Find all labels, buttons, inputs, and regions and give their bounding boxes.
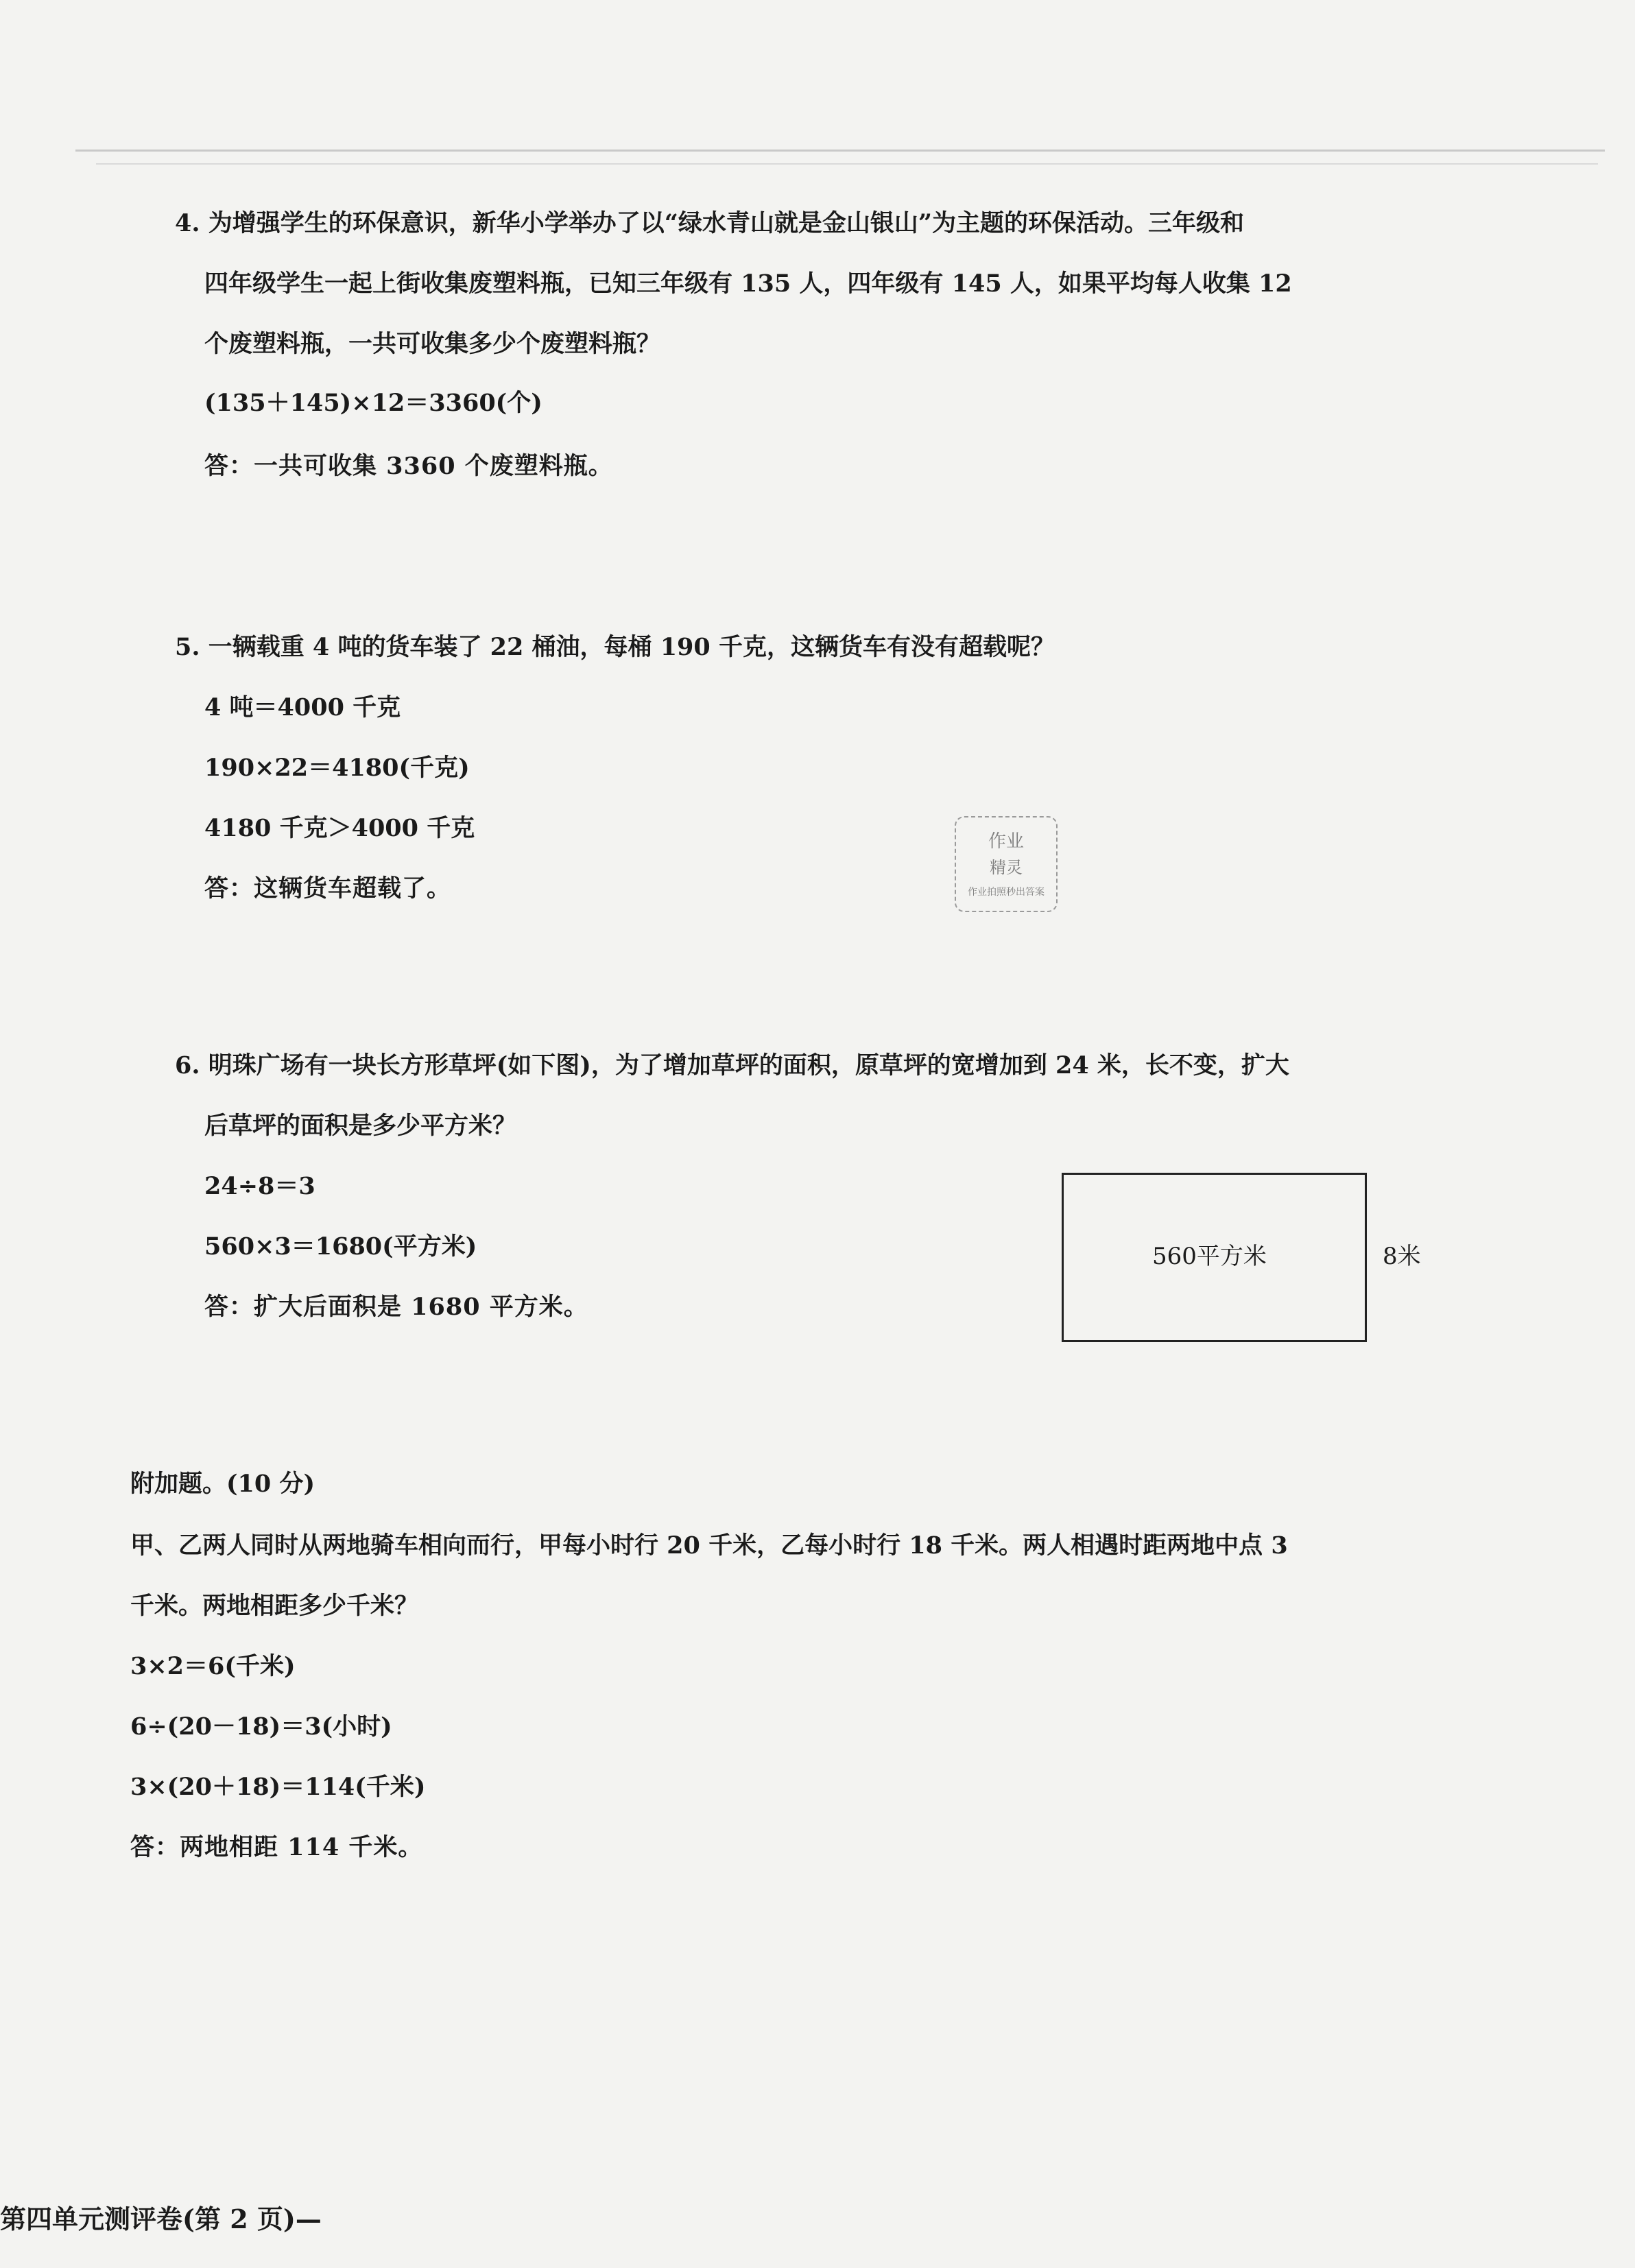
q4-text-line-2: 四年级学生一起上街收集废塑料瓶，已知三年级有 135 人，四年级有 145 人，如果平均每人收集 12 [204,270,1292,298]
q6-work-2: 560×3＝1680(平方米) [204,1232,477,1261]
lawn-width-label: 8米 [1383,1243,1421,1270]
bonus-answer: 答：两地相距 114 千米。 [130,1833,423,1861]
q5-text-line-1: 5. 一辆载重 4 吨的货车装了 22 桶油，每桶 190 千克，这辆货车有没有超载呢？ [175,633,1055,661]
stamp-line-2: 精灵 [990,858,1023,877]
stamp-line-3: 作业拍照秒出答案 [968,887,1045,898]
bonus-work-2: 6÷(20－18)＝3(小时) [130,1712,392,1741]
q6-text-line-1: 6. 明珠广场有一块长方形草坪(如下图)，为了增加草坪的面积，原草坪的宽增加到 24 米，长不变，扩大 [175,1051,1289,1079]
q4-answer: 答：一共可收集 3360 个废塑料瓶。 [204,452,613,480]
stamp-line-1: 作业 [988,831,1024,852]
bonus-text-line-2: 千米。两地相距多少千米？ [130,1592,419,1620]
top-rule-secondary [96,163,1598,165]
q5-work-2: 190×22＝4180(千克) [204,754,470,782]
q5-work-3: 4180 千克＞4000 千克 [204,814,475,842]
q4-text-line-3: 个废塑料瓶，一共可收集多少个废塑料瓶？ [204,330,661,358]
homework-stamp-watermark [955,816,1058,912]
bonus-work-3: 3×(20＋18)＝114(千米) [130,1773,426,1801]
top-rule [75,150,1605,152]
q5-work-1: 4 吨＝4000 千克 [204,693,401,721]
bonus-text-line-1: 甲、乙两人同时从两地骑车相向而行，甲每小时行 20 千米，乙每小时行 18 千米。两人相遇时距两地中点 3 [130,1531,1288,1560]
bonus-work-1: 3×2＝6(千米) [130,1652,296,1680]
q6-answer: 答：扩大后面积是 1680 平方米。 [204,1293,588,1321]
page-footer: 第四单元测评卷(第 2 页)— [0,2204,322,2234]
q6-work-1: 24÷8＝3 [204,1172,315,1200]
q4-text-line-1: 4. 为增强学生的环保意识，新华小学举办了以“绿水青山就是金山银山”为主题的环保活动。三年级和 [175,209,1244,237]
lawn-area-label: 560平方米 [1152,1243,1267,1270]
q4-work-1: (135＋145)×12＝3360(个) [204,389,542,417]
bonus-heading: 附加题。(10 分) [130,1470,315,1498]
q5-answer: 答：这辆货车超载了。 [204,874,452,903]
q6-text-line-2: 后草坪的面积是多少平方米？ [204,1112,517,1140]
